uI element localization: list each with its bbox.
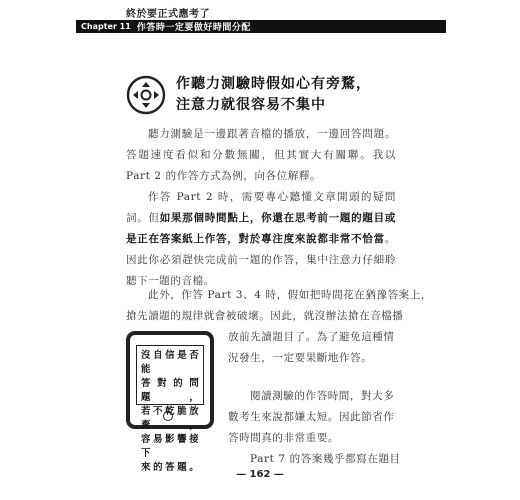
paragraph-4-line-2: 數考生來說都嫌太短。因此節省作	[228, 411, 395, 423]
directional-pad-icon	[126, 75, 166, 115]
book-title: 終於要正式應考了	[126, 9, 210, 20]
callout-line-4: 容易影響接下	[141, 434, 199, 459]
callout-line-3: 若不乾脆放棄，	[141, 406, 199, 431]
paragraph-4-line-1: 閱讀測驗的作答時間，對大多	[250, 390, 395, 402]
paragraph-1: 聽力測驗是一邊跟著音檔的播放，一邊回答問題。答題速度看似和分數無關，但其實大有關聯。我以 Part 2 的作答方式為例，向各位解釋。	[126, 128, 396, 182]
paragraph-3-line-2: 搶先讀題的規律就會被破壞。因此，就沒辦法搶在音檔播	[126, 310, 404, 322]
chapter-tag: Chapter 11	[81, 22, 131, 31]
paragraph-2-rest: 。因此你必須趕快完成前一題的作答，集中注意力仔細聆聽下一題的音檔。	[126, 233, 396, 287]
heading-line-2: 注意力就很容易不集中	[176, 97, 326, 113]
paragraph-2	[126, 187, 396, 292]
paragraph-4-line-3: 答時間真的非常重要。	[228, 432, 339, 444]
chapter-header-bar	[76, 20, 446, 33]
callout-line-1: 沒自信是否能	[141, 350, 199, 375]
paragraph-2-emphasis: 如果那個時間點上，你還在思考前一題的題目或是正在答案紙上作答，對於專注度來說都非常不恰當	[126, 212, 396, 245]
paragraph-3-line-4: 況發生，一定要果斷地作答。	[228, 352, 373, 364]
callout-line-2: 答對的問題，	[141, 378, 199, 403]
section-heading	[126, 74, 371, 116]
tablet-icon	[126, 331, 214, 473]
paragraph-2-intro: 作答 Part 2 時，需要專心聽懂文章開頭的疑問詞。但	[126, 191, 396, 224]
heading-line-1: 作聽力測驗時假如心有旁騖，	[176, 76, 371, 92]
chapter-title: 作答時一定要做好時間分配	[136, 23, 251, 33]
paragraph-3-line-1: 此外，作答 Part 3、4 時，假如把時間花在猶豫答案上，	[148, 289, 432, 301]
tablet-home-button-icon	[163, 411, 173, 421]
page-number: — 162 —	[236, 469, 284, 480]
paragraph-5-line-1: Part 7 的答案幾乎都寫在題目	[250, 453, 401, 465]
tablet-callout-text	[136, 345, 204, 473]
paragraph-3-line-3: 放前先讀題目了。為了避免這種情	[228, 331, 395, 343]
callout-line-5: 來的答題。	[141, 462, 199, 473]
